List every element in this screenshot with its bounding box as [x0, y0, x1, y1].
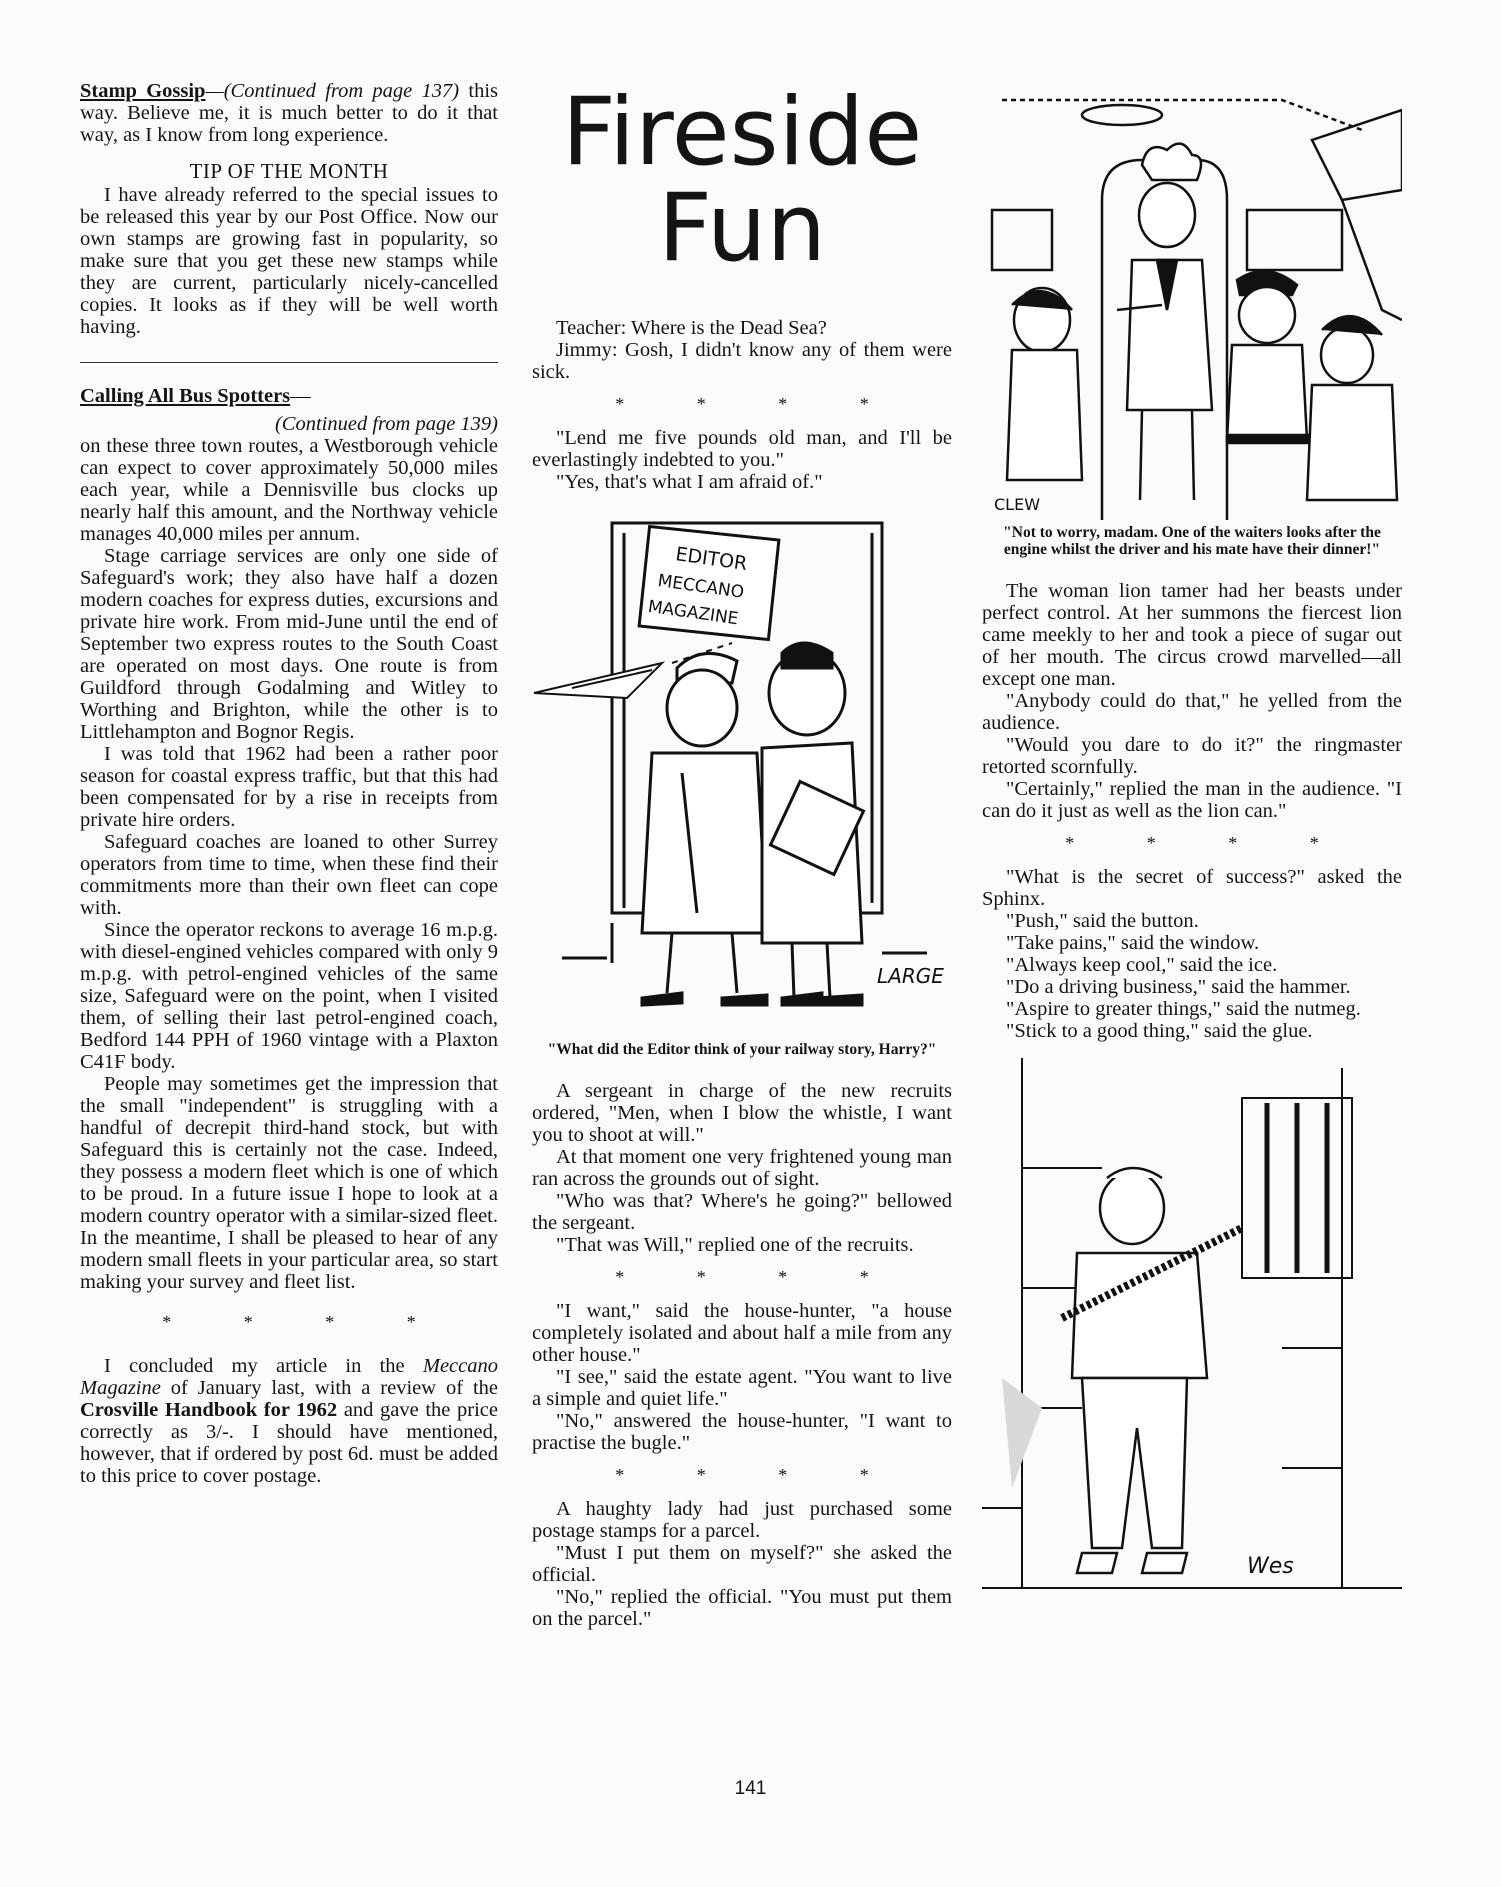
section-stars: * * * * — [615, 394, 903, 414]
joke-line: "Stick to a good thing," said the glue. — [1006, 1020, 1313, 1042]
joke-line: "Take pains," said the window. — [1006, 932, 1260, 954]
joke-line: "Would you dare to do it?" the ringmaster retorted scornfully. — [982, 734, 1402, 778]
lady-passenger — [1007, 288, 1082, 480]
text-run: and gave the price correctly as 3/-. I should have mentioned, however, that if ordered by post 6d. must be added to this price to cover postage. — [80, 1399, 498, 1487]
joke-line: "Lend me five pounds old man, and I'll be everlastingly indebted to you." — [532, 427, 952, 471]
window-bars — [1267, 1103, 1327, 1273]
editor-man — [762, 643, 864, 1005]
tip-heading: TIP OF THE MONTH — [189, 159, 389, 183]
bus-spotters-heading: Calling All Bus Spotters — [80, 385, 291, 407]
carriage-window — [992, 210, 1052, 270]
section-stars: * * * * — [1065, 833, 1353, 853]
mate-passenger — [1307, 316, 1397, 500]
cartoonist-signature: LARGE — [877, 964, 944, 988]
editor-cartoon — [532, 493, 952, 1033]
stamp-gossip-heading: Stamp Gossip — [80, 80, 206, 102]
stamp-gossip-para — [80, 80, 498, 146]
section-stars: * * * * — [615, 1465, 903, 1485]
joke-line: The woman lion tamer had her beasts under perfect control. At her summons the fiercest lion came meekly to her and took a piece of sugar out of her mouth. The circus crowd marvelled—all except one man. — [982, 580, 1402, 690]
sign-line: MECCANO — [656, 570, 746, 603]
joke-line: "I see," said the estate agent. "You want to live a simple and quiet life." — [532, 1366, 952, 1410]
page-title-line1: Fireside — [561, 78, 923, 187]
prisoner-figure — [1062, 1168, 1242, 1573]
page-title-line2: Fun — [657, 174, 827, 283]
joke-line: A haughty lady had just purchased some postage stamps for a parcel. — [532, 1498, 952, 1542]
joke-line: "Yes, that's what I am afraid of." — [556, 471, 823, 493]
cartoon-caption: "Not to worry, madam. One of the waiters looks after the engine whilst the driver and his mate have their dinner!" — [1003, 524, 1381, 558]
joke-line: "No," replied the official. "You must put them on the parcel." — [532, 1586, 952, 1630]
joke-line: "I want," said the house-hunter, "a house completely isolated and about half a mile from any other house." — [532, 1300, 952, 1366]
chef-figure — [1142, 144, 1201, 180]
dining-car-cartoon — [982, 80, 1402, 520]
bus-spotters-heading-line — [80, 385, 498, 407]
man-in-cap — [642, 653, 767, 1005]
cartoonist-signature: CLEW — [994, 495, 1041, 514]
joke-line: Jimmy: Gosh, I didn't know any of them were sick. — [532, 339, 952, 383]
prisoner-cartoon — [982, 1048, 1402, 1608]
paragraph: Stage carriage services are only one side of Safeguard's work; they also have half a dozen modern coaches for express duties, excursions and private hire work. From mid-June until the end of September two express routes to the South Coast are operated on most days. One route is from Guildford through Godalming and Witley to Worthing and Brighton, while the other is to Littlehampton and Bognor Regis. — [80, 545, 498, 743]
paragraph: on these three town routes, a Westborough vehicle can expect to cover approximately 50,000 miles each year, while a Dennisville bus clocks up nearly half this amount, and the Northway vehicle manages 40,000 miles per annum. — [80, 435, 498, 545]
joke-line: "Must I put them on myself?" she asked the official. — [532, 1542, 952, 1586]
cartoonist-signature: Wes — [1247, 1554, 1294, 1579]
joke-line: "Who was that? Where's he going?" bellowed the sergeant. — [532, 1190, 952, 1234]
joke-line: "What is the secret of success?" asked the Sphinx. — [982, 866, 1402, 910]
joke-line: "Aspire to greater things," said the nutmeg. — [1006, 998, 1361, 1020]
waiter-figure — [1117, 183, 1212, 500]
bus-spotters-dash: — — [290, 385, 311, 407]
paragraph: I was told that 1962 had been a rather poor season for coastal express traffic, but that this had been compensated for by a rise in receipts from private hire orders. — [80, 743, 498, 831]
paragraph: People may sometimes get the impression that the small "independent" is struggling with a handful of decrepit third-hand stock, but with Safeguard this is certainly not the case. Indeed, they possess a modern fleet which is one of which to be proud. In a future issue I hope to look at a modern country operator with a similar-sized fleet. In the meantime, I shall be pleased to hear of any modern small fleets in your particular area, so start making your survey and fleet list. — [80, 1073, 498, 1293]
cartoon-caption: "What did the Editor think of your railway story, Harry?" — [547, 1041, 937, 1058]
magazine-name: Meccano Magazine — [80, 1355, 498, 1399]
joke-line: "No," answered the house-hunter, "I want to practise the bugle." — [532, 1410, 952, 1454]
page-number: 141 — [734, 1778, 767, 1799]
right-column — [982, 80, 1402, 1608]
joke-line: "Do a driving business," said the hammer. — [1006, 976, 1351, 998]
sign-line: EDITOR — [674, 543, 749, 575]
joke-line: A sergeant in charge of the new recruits ordered, "Men, when I blow the whistle, I want you to shoot at will." — [532, 1080, 952, 1146]
joke-line: At that moment one very frightened young man ran across the grounds out of sight. — [532, 1146, 952, 1190]
carriage-window — [1247, 210, 1342, 270]
paragraph: Since the operator reckons to average 16 m.p.g. with diesel-engined vehicles compared with only 9 m.p.g. with petrol-engined vehicles of the same size, Safeguard were on the point, when I visited them, of selling their last petrol-engined coach, Bedford 144 PPH of 1960 vintage with a Plaxton C41F body. — [80, 919, 498, 1073]
editor-sign — [639, 526, 779, 639]
paragraph — [80, 1355, 498, 1487]
paragraph: Safeguard coaches are loaned to other Surrey operators from time to time, when these find their commitments more than their own fleet can cope with. — [80, 831, 498, 919]
joke-line: "Push," said the button. — [1006, 910, 1199, 932]
joke-line: Teacher: Where is the Dead Sea? — [556, 317, 827, 339]
section-stars: * * * * — [615, 1267, 903, 1287]
handbook-title: Crosville Handbook for 1962 — [80, 1399, 338, 1421]
stamp-gossip-text: this way. Believe me, it is much better to do it that way, as I know from long experience. — [80, 80, 498, 146]
tip-text: I have already referred to the special issues to be released this year by our Post Office. Now our own stamps are growing fast in popularity, so make sure that you get these new stamps while they are current, particularly nicely-cancelled copies. It looks as if they will be well worth having. — [80, 184, 498, 338]
text-run: of January last, with a review of the — [160, 1377, 498, 1399]
sign-line: MAGAZINE — [646, 596, 740, 630]
continued-note: —(Continued from page 137) — [205, 80, 460, 102]
section-stars: * * * * — [162, 1312, 450, 1332]
text-run: I concluded my article in the — [104, 1355, 423, 1377]
section-divider — [80, 362, 498, 363]
joke-line: "Always keep cool," said the ice. — [1006, 954, 1278, 976]
joke-line: "Certainly," replied the man in the audience. "I can do it just as well as the lion can." — [982, 778, 1402, 822]
middle-column — [532, 78, 952, 1630]
joke-line: "Anybody could do that," he yelled from the audience. — [982, 690, 1402, 734]
joke-line: "That was Will," replied one of the recruits. — [556, 1234, 914, 1256]
left-column — [80, 80, 498, 1487]
continued-note: (Continued from page 139) — [274, 413, 498, 435]
